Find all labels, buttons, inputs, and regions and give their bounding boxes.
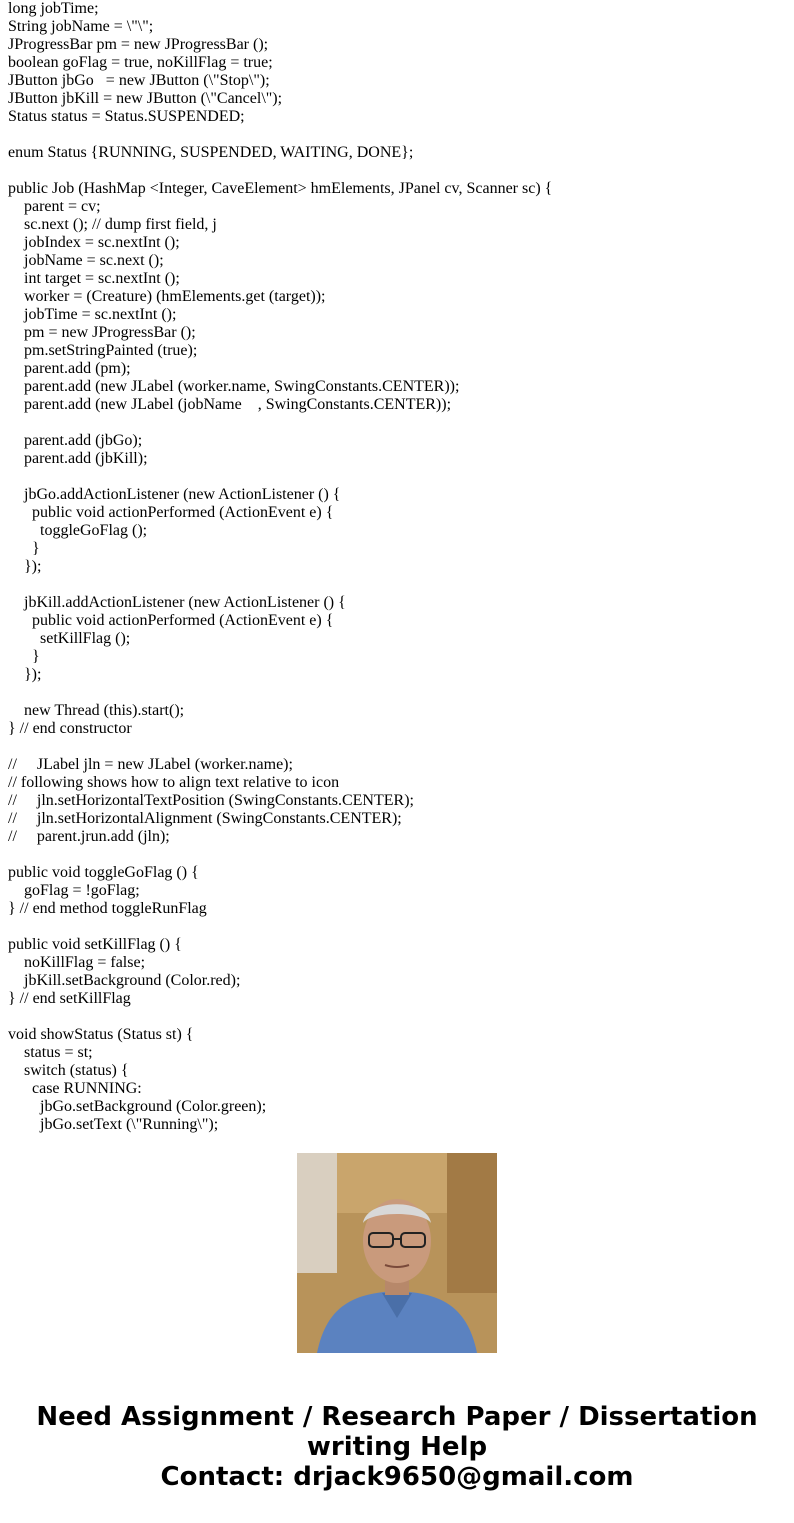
code-line: parent.add (new JLabel (jobName , SwingConstants.CENTER)); <box>8 396 452 413</box>
code-line: jobName = sc.next (); <box>8 252 164 269</box>
code-line: jbGo.setBackground (Color.green); <box>8 1098 267 1115</box>
code-line: public void toggleGoFlag () { <box>8 864 199 881</box>
portrait-image <box>297 1153 497 1353</box>
code-line: pm.setStringPainted (true); <box>8 342 198 359</box>
promo-line-1: Need Assignment / Research Paper / Dissertation <box>36 1402 758 1432</box>
code-line: parent.add (pm); <box>8 360 131 377</box>
code-line: goFlag = !goFlag; <box>8 882 140 899</box>
code-line: JButton jbKill = new JButton (\"Cancel\"); <box>8 90 283 107</box>
code-line: } <box>8 540 40 557</box>
code-line: parent.add (jbGo); <box>8 432 143 449</box>
code-line: } // end method toggleRunFlag <box>8 900 207 917</box>
code-line <box>8 126 788 144</box>
code-line: long jobTime; <box>8 0 99 17</box>
code-line: enum Status {RUNNING, SUSPENDED, WAITING, DONE}; <box>8 144 414 161</box>
code-line: } <box>8 648 40 665</box>
code-line: jbGo.addActionListener (new ActionListener () { <box>8 486 341 503</box>
code-line: parent.add (jbKill); <box>8 450 148 467</box>
code-line: JButton jbGo = new JButton (\"Stop\"); <box>8 72 270 89</box>
code-line: JProgressBar pm = new JProgressBar (); <box>8 36 269 53</box>
promo-line-2: writing Help <box>306 1432 488 1462</box>
code-line: // jln.setHorizontalAlignment (SwingConstants.CENTER); <box>8 810 402 827</box>
code-line: } // end setKillFlag <box>8 990 131 1007</box>
code-line: new Thread (this).start(); <box>8 702 185 719</box>
code-line: }); <box>8 666 42 683</box>
code-line: int target = sc.nextInt (); <box>8 270 180 287</box>
code-line: String jobName = \"\"; <box>8 18 154 35</box>
code-line: toggleGoFlag (); <box>8 522 148 539</box>
code-line: case RUNNING: <box>8 1080 142 1097</box>
code-listing <box>8 0 788 1133</box>
code-line: boolean goFlag = true, noKillFlag = true; <box>8 54 273 71</box>
code-line: parent = cv; <box>8 198 101 215</box>
code-line: parent.add (new JLabel (worker.name, SwingConstants.CENTER)); <box>8 378 460 395</box>
code-line: jbKill.addActionListener (new ActionListener () { <box>8 594 346 611</box>
code-line: void showStatus (Status st) { <box>8 1026 194 1043</box>
code-line <box>8 576 788 594</box>
code-line: setKillFlag (); <box>8 630 131 647</box>
code-line: public void actionPerformed (ActionEvent e) { <box>8 612 334 629</box>
code-line: status = st; <box>8 1044 93 1061</box>
code-line <box>8 738 788 756</box>
code-line <box>8 918 788 936</box>
code-line: public void actionPerformed (ActionEvent e) { <box>8 504 334 521</box>
code-line <box>8 684 788 702</box>
code-line: switch (status) { <box>8 1062 129 1079</box>
code-line: sc.next (); // dump first field, j <box>8 216 217 233</box>
code-line: jbKill.setBackground (Color.red); <box>8 972 241 989</box>
code-line <box>8 162 788 180</box>
code-line: // JLabel jln = new JLabel (worker.name); <box>8 756 293 773</box>
code-line: jobTime = sc.nextInt (); <box>8 306 177 323</box>
code-line: public void setKillFlag () { <box>8 936 182 953</box>
code-line: pm = new JProgressBar (); <box>8 324 196 341</box>
code-line <box>8 468 788 486</box>
code-line: noKillFlag = false; <box>8 954 146 971</box>
code-line <box>8 1008 788 1026</box>
code-line <box>8 846 788 864</box>
code-line: } // end constructor <box>8 720 132 737</box>
code-line <box>8 414 788 432</box>
code-line: jobIndex = sc.nextInt (); <box>8 234 180 251</box>
code-line: // following shows how to align text relative to icon <box>8 774 340 791</box>
code-line: // jln.setHorizontalTextPosition (SwingConstants.CENTER); <box>8 792 414 809</box>
code-line: }); <box>8 558 42 575</box>
promo-line-3: Contact: drjack9650@gmail.com <box>160 1462 634 1492</box>
code-line: Status status = Status.SUSPENDED; <box>8 108 245 125</box>
author-avatar <box>297 1153 497 1353</box>
code-line: // parent.jrun.add (jln); <box>8 828 170 845</box>
code-line: jbGo.setText (\"Running\"); <box>8 1116 219 1133</box>
code-line: public Job (HashMap <Integer, CaveElement> hmElements, JPanel cv, Scanner sc) { <box>8 180 553 197</box>
promo-banner <box>0 1402 794 1492</box>
code-line: worker = (Creature) (hmElements.get (target)); <box>8 288 326 305</box>
